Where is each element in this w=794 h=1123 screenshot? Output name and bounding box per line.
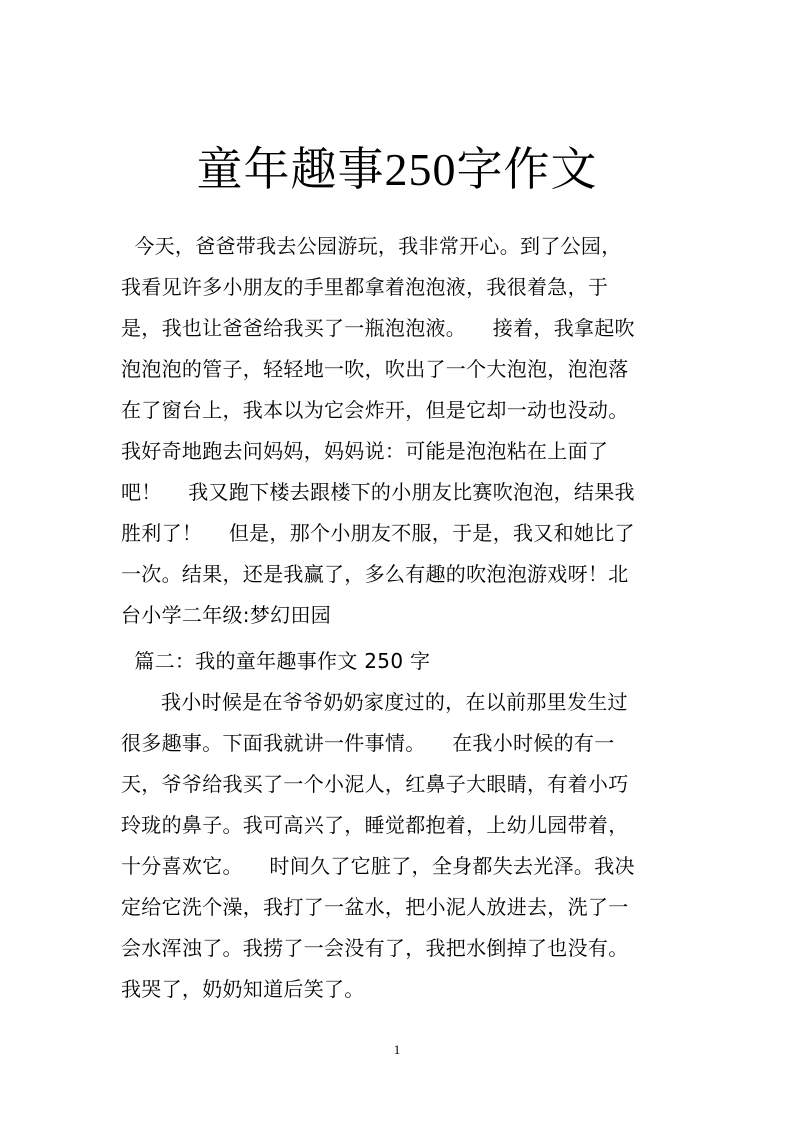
paragraph-line: 十分喜欢它。 时间久了它脏了，全身都失去光泽。我决 [121, 854, 635, 878]
paragraph-line: 会水浑浊了。我捞了一会没有了，我把水倒掉了也没有。 [121, 936, 629, 960]
paragraph-line: 我看见许多小朋友的手里都拿着泡泡液，我很着急，于 [121, 275, 609, 299]
paragraph-line: 定给它洗个澡，我打了一盆水，把小泥人放进去，洗了一 [121, 895, 629, 919]
paragraph-line: 是，我也让爸爸给我买了一瓶泡泡液。 接着，我拿起吹 [121, 316, 635, 340]
document-title: 童年趣事250字作文 [196, 144, 598, 195]
paragraph-line: 我哭了，奶奶知道后笑了。 [121, 977, 365, 1001]
paragraph-line: 在了窗台上，我本以为它会炸开，但是它却一动也没动。 [121, 398, 629, 422]
paragraph-line: 吧！ 我又跑下楼去跟楼下的小朋友比赛吹泡泡，结果我 [121, 480, 635, 504]
paragraph-line: 今天，爸爸带我去公园游玩，我非常开心。到了公园， [121, 234, 622, 258]
page-number: 1 [393, 1042, 401, 1057]
paragraph-line: 一次。结果，还是我赢了，多么有趣的吹泡泡游戏呀！北 [121, 562, 629, 586]
section-heading: 篇二：我的童年趣事作文 250 字 [121, 649, 431, 673]
paragraph-line: 泡泡泡的管子，轻轻地一吹，吹出了一个大泡泡，泡泡落 [121, 357, 629, 381]
paragraph-line: 我小时候是在爷爷奶奶家度过的，在以前那里发生过 [121, 690, 628, 714]
paragraph-line: 我好奇地跑去问妈妈，妈妈说：可能是泡泡粘在上面了 [121, 439, 609, 463]
paragraph-line: 很多趣事。下面我就讲一件事情。 在我小时候的有一 [121, 731, 615, 755]
paragraph-line: 玲珑的鼻子。我可高兴了，睡觉都抱着，上幼儿园带着， [121, 813, 629, 837]
paragraph-line: 天，爷爷给我买了一个小泥人，红鼻子大眼睛，有着小巧 [121, 772, 629, 796]
paragraph-line: 台小学二年级:梦幻田园 [121, 603, 332, 627]
paragraph-line: 胜利了！ 但是，那个小朋友不服，于是，我又和她比了 [121, 521, 635, 545]
